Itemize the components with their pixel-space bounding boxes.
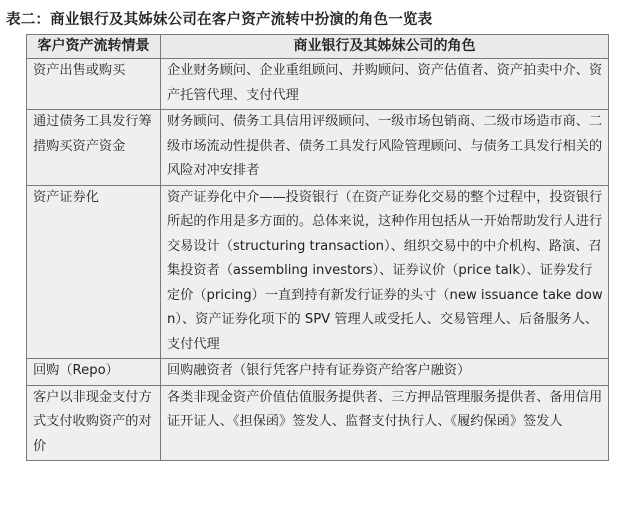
header-roles: 商业银行及其姊妹公司的角色 <box>161 35 609 59</box>
cell-roles: 资产证券化中介——投资银行（在资产证券化交易的整个过程中，投资银行所起的作用是多方面的。总体来说，这种作用包括从一开始帮助发行人进行交易设计（structuring transaction）、组织交易中的中介机构、路演、召集投资者（assembling investors）、证券议价（price talk）、证券发行定价（pricing）一直到持有新发行证券的头寸（new issuance take down）、资产证券化项下的 SPV 管理人或受托人、交易管理人、后备服务人、支付代理 <box>161 185 609 359</box>
cell-roles: 财务顾问、债务工具信用评级顾问、一级市场包销商、二级市场造市商、二级市场流动性提供者、债务工具发行风险管理顾问、与债务工具发行相关的风险对冲安排者 <box>161 110 609 186</box>
cell-scenario: 通过债务工具发行筹措购买资产资金 <box>27 110 161 186</box>
table-row <box>27 110 609 186</box>
roles-table <box>26 34 609 461</box>
table-row <box>27 59 609 110</box>
cell-roles: 各类非现金资产价值估值服务提供者、三方押品管理服务提供者、备用信用证开证人、《担保函》签发人、监督支付执行人、《履约保函》签发人 <box>161 385 609 461</box>
cell-scenario: 资产出售或购买 <box>27 59 161 110</box>
cell-roles: 企业财务顾问、企业重组顾问、并购顾问、资产估值者、资产拍卖中介、资产托管代理、支付代理 <box>161 59 609 110</box>
cell-roles: 回购融资者（银行凭客户持有证券资产给客户融资） <box>161 359 609 386</box>
cell-scenario: 资产证券化 <box>27 185 161 359</box>
cell-scenario: 回购（Repo） <box>27 359 161 386</box>
table-row <box>27 385 609 461</box>
table-title: 表二：商业银行及其姊妹公司在客户资产流转中扮演的角色一览表 <box>6 12 433 28</box>
table-row <box>27 185 609 359</box>
header-scenario: 客户资产流转情景 <box>27 35 161 59</box>
cell-scenario: 客户以非现金支付方式支付收购资产的对价 <box>27 385 161 461</box>
table-header-row <box>27 35 609 59</box>
table-row <box>27 359 609 386</box>
